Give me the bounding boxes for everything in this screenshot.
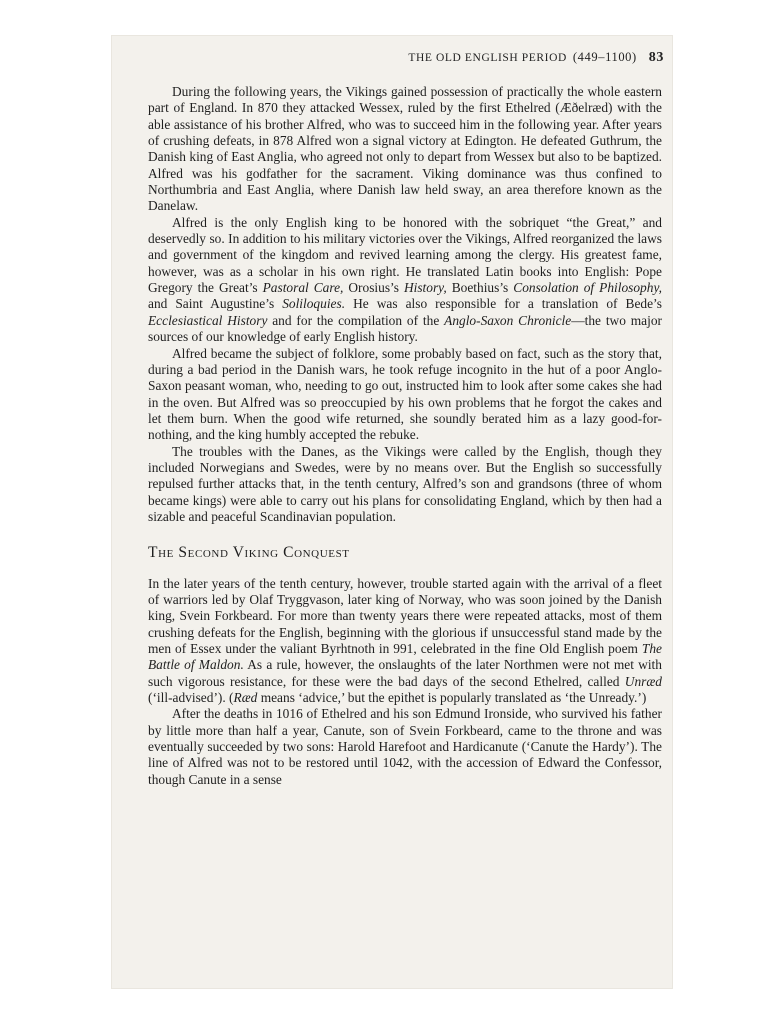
section-heading: The Second Viking Conquest xyxy=(148,544,350,562)
running-head-date-range: (449–1100) xyxy=(572,50,637,64)
paragraph-second-viking-conquest: In the later years of the tenth century, however, trouble started again with the arrival of a fleet of warriors led by Olaf Tryggvason, later king of Norway, who was soon joined by the Danish king, Svein Forkbeard. For more than twenty years there were repeated attacks, most of them crushing defeats for the English, beginning with the glorious if unsuccessful stand made by the men of Essex under the valiant Byrhtnoth in 991, celebrated in the fine Old English poem The Battle of Maldon. As a rule, however, the onslaughts of the later Northmen were not met with such vigorous resistance, for these were the bad days of the second Ethelred, called Unræd (‘ill-advised’). (Ræd means ‘advice,’ but the epithet is popularly translated as ‘the Unready.’) xyxy=(148,575,662,706)
running-head xyxy=(148,50,664,66)
section-spacer xyxy=(148,525,662,545)
paragraph-canute: After the deaths in 1016 of Ethelred and his son Edmund Ironside, who survived his father by little more than half a year, Canute, son of Svein Forkbeard, came to the throne and was eventually succeeded by two sons: Harold Harefoot and Hardicanute (‘Canute the Hardy’). The line of Alfred was not to be restored until 1042, with the accession of Edward the Confessor, though Canute in a sense xyxy=(148,706,662,787)
paragraph-alfred-cakes: Alfred became the subject of folklore, some probably based on fact, such as the story that, during a bad period in the Danish wars, he took refuge incognito in the hut of a poor Anglo-Saxon peasant woman, who, needing to go out, instructed him to look after some cakes she had in the oven. But Alfred was so preoccupied by his own problems that he forgot the cakes and let them burn. When the good wife returned, she soundly berated him as a lazy good-for-nothing, and the king humbly accepted the rebuke. xyxy=(148,345,662,443)
paragraph-vikings-wessex: During the following years, the Vikings gained possession of practically the whole eastern part of England. In 870 they attacked Wessex, ruled by the first Ethelred (Æðelræd) with the able assistance of his brother Alfred, who was to succeed him in the following year. After years of crushing defeats, in 878 Alfred won a signal victory at Edington. He defeated Guthrum, the Danish king of East Anglia, who agreed not only to depart from Wessex but also to be baptized. Alfred was his godfather for the sacrament. Viking dominance was thus confined to Northumbria and East Anglia, where Danish law held sway, an area therefore known as the Danelaw. xyxy=(148,84,662,214)
paragraph-alfred-the-great: Alfred is the only English king to be honored with the sobriquet “the Great,” and deservedly so. In addition to his military victories over the Vikings, Alfred reorganized the laws and government of the kingdom and revived learning among the clergy. His greatest fame, however, was as a scholar in his own right. He translated Latin books into English: Pope Gregory the Great’s Pastoral Care, Orosius’s History, Boethius’s Consolation of Philosophy, and Saint Augustine’s Soliloquies. He was also responsible for a translation of Bede’s Ecclesiastical History and for the compilation of the Anglo-Saxon Chronicle—the two major sources of our knowledge of early English history. xyxy=(148,214,663,345)
running-head-title: THE OLD ENGLISH PERIOD xyxy=(408,52,567,64)
body-text xyxy=(148,84,662,788)
paragraph-danes-troubles: The troubles with the Danes, as the Vikings were called by the English, though they included Norwegians and Swedes, were by no means over. But the English so successfully repulsed further attacks that, in the tenth century, Alfred’s son and grandsons (three of whom became kings) were able to carry out his plans for consolidating England, which by then had a sizable and peaceful Scandinavian population. xyxy=(148,443,662,524)
page-number: 83 xyxy=(648,50,664,65)
